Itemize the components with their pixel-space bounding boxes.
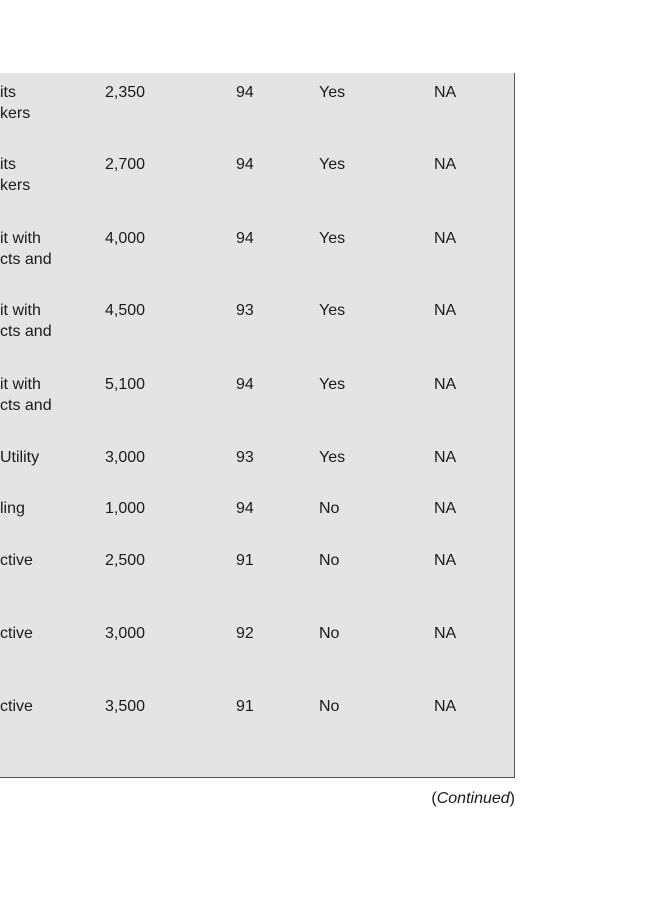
efficiency-cell: 94 [236,376,254,393]
na-cell: NA [434,500,457,517]
efficiency-cell: 93 [236,449,254,466]
efficiency-cell: 94 [236,230,254,247]
qualifies-cell: Yes [319,302,346,319]
continued-label: Continued [436,790,510,807]
efficiency-cell: 93 [236,302,254,319]
qualifies-cell: Yes [319,449,346,466]
qualifies-cell: No [319,698,340,715]
data-table [0,73,515,778]
description-cell: it with cts and [0,230,52,268]
description-cell: ctive [0,552,33,569]
description-cell: its kers [0,156,31,194]
na-cell: NA [434,625,457,642]
cost-cell: 4,500 [105,302,146,319]
efficiency-cell: 94 [236,156,254,173]
cost-cell: 2,350 [105,84,146,101]
qualifies-cell: Yes [319,84,346,101]
na-cell: NA [434,449,457,466]
description-cell: ctive [0,625,33,642]
efficiency-cell: 92 [236,625,254,642]
qualifies-cell: Yes [319,376,346,393]
na-cell: NA [434,552,457,569]
continued-open-paren: ( [431,790,437,807]
description-cell: it with cts and [0,302,52,340]
cost-cell: 3,000 [105,449,146,466]
qualifies-cell: Yes [319,230,346,247]
qualifies-cell: No [319,552,340,569]
efficiency-cell: 91 [236,698,254,715]
description-cell: it with cts and [0,376,52,414]
description-cell: ling [0,500,25,517]
continued-close-paren: ) [509,790,515,807]
efficiency-cell: 94 [236,84,254,101]
description-cell: its kers [0,84,31,122]
na-cell: NA [434,302,457,319]
cost-cell: 3,000 [105,625,146,642]
continued-note [431,788,515,809]
cost-cell: 1,000 [105,500,146,517]
description-cell: Utility [0,449,40,466]
cost-cell: 2,500 [105,552,146,569]
qualifies-cell: Yes [319,156,346,173]
efficiency-cell: 91 [236,552,254,569]
qualifies-cell: No [319,500,340,517]
na-cell: NA [434,156,457,173]
cost-cell: 2,700 [105,156,146,173]
na-cell: NA [434,376,457,393]
na-cell: NA [434,84,457,101]
efficiency-cell: 94 [236,500,254,517]
cost-cell: 3,500 [105,698,146,715]
cost-cell: 5,100 [105,376,146,393]
description-cell: ctive [0,698,33,715]
na-cell: NA [434,230,457,247]
na-cell: NA [434,698,457,715]
qualifies-cell: No [319,625,340,642]
cost-cell: 4,000 [105,230,146,247]
